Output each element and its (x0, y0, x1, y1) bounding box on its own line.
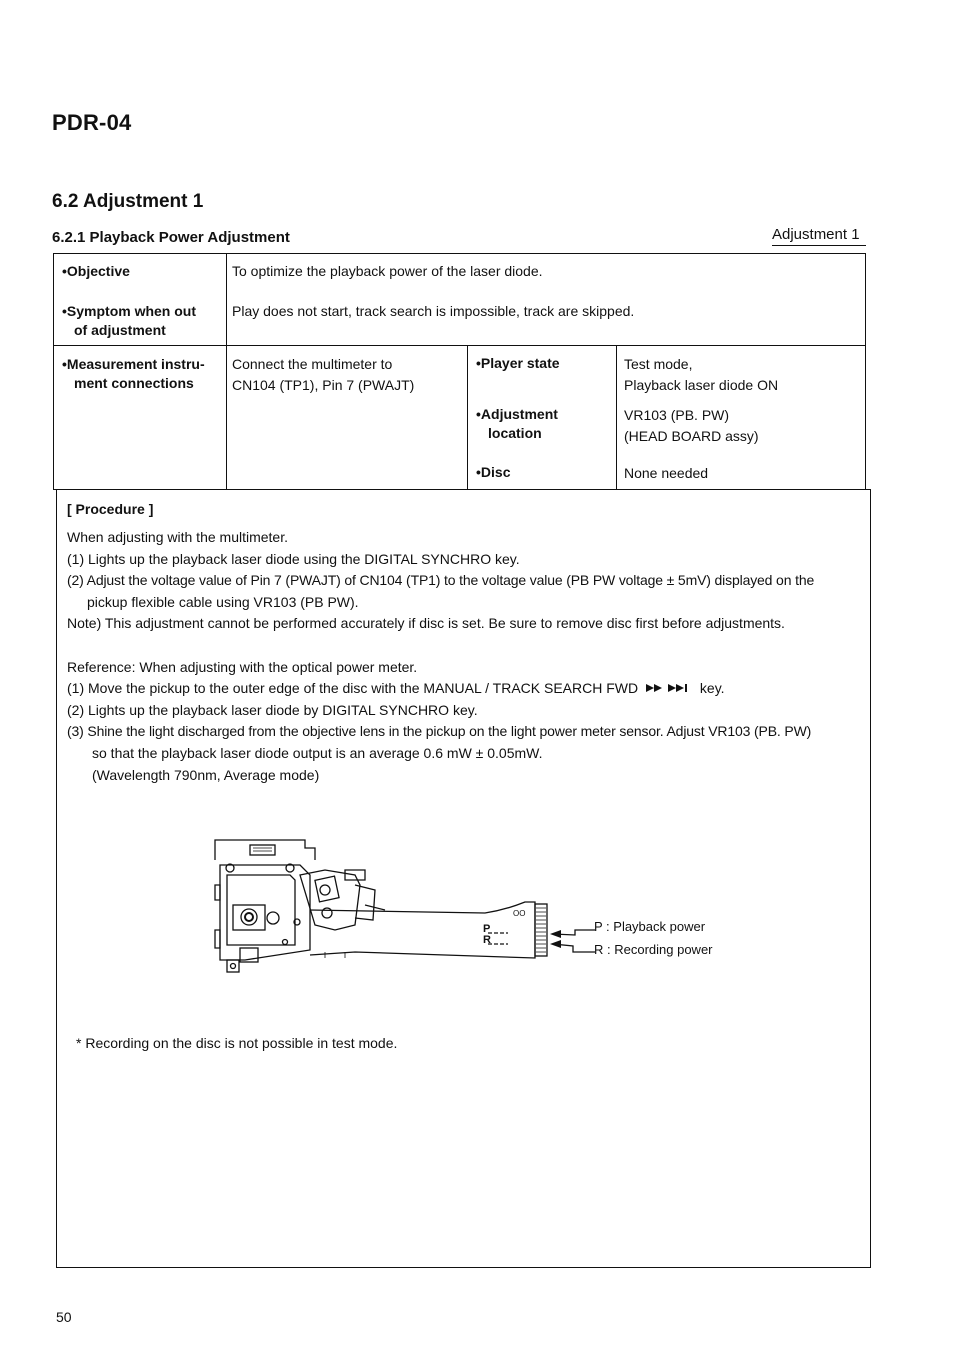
player-state-line2: Playback laser diode ON (624, 377, 779, 393)
adjust-location-label (476, 405, 558, 443)
adjust-location-value1: VR103 (PB. PW) (624, 407, 730, 423)
symptom-label-line2: of adjustment (74, 322, 166, 338)
diagram-p-mark: P (483, 923, 491, 935)
proc-line: Note) This adjustment cannot be performed accurately if disc is set. Be sure to remove disc first before adjustments. (67, 615, 785, 632)
proc-line: (1) Lights up the playback laser diode using the DIGITAL SYNCHRO key. (67, 550, 520, 567)
proc-line: When adjusting with the multimeter. (67, 529, 288, 545)
proc-line-fwd-text: (1) Move the pickup to the outer edge of the disc with the MANUAL / TRACK SEARCH FWD (67, 680, 639, 697)
measure-label-line1: • Measurement instru- (62, 355, 205, 374)
model-title: PDR-04 (52, 110, 132, 135)
adjust-location-value (624, 405, 759, 447)
symptom-label (62, 302, 196, 340)
symptom-text: Play does not start, track search is impossible, track are skipped. (232, 303, 635, 319)
proc-line: (Wavelength 790nm, Average mode) (92, 766, 320, 783)
proc-line: Reference: When adjusting with the optical power meter. (67, 658, 418, 675)
disc-value: None needed (624, 465, 709, 481)
proc-line-fwd-key: key. (699, 680, 725, 697)
procedure-text (67, 527, 814, 786)
proc-line: (3) Shine the light discharged from the objective lens in the pickup on the light power meter sensor. Adjust VR103 (PB. PW) (67, 723, 812, 740)
adjust-location-line2: location (488, 425, 542, 441)
proc-line-fwd (67, 678, 814, 700)
table-divider (53, 345, 866, 346)
measure-text (232, 354, 414, 396)
table-divider (226, 253, 227, 490)
section-title: 6.2 Adjustment 1 (52, 191, 204, 212)
measure-label (62, 355, 205, 393)
footnote: * Recording on the disc is not possible in test mode. (76, 1035, 398, 1051)
proc-line: so that the playback laser diode output is an average 0.6 mW ± 0.05mW. (92, 744, 543, 761)
objective-text: To optimize the playback power of the laser diode. (232, 263, 543, 279)
table-divider (467, 345, 468, 490)
objective-label: • Objective (62, 262, 130, 281)
proc-spacer (67, 635, 814, 657)
legend-recording: R : Recording power (594, 942, 713, 957)
fast-forward-icon (645, 683, 693, 693)
table-divider (616, 345, 617, 490)
proc-line: (2) Adjust the voltage value of Pin 7 (PWAJT) of CN104 (TP1) to the voltage value (PB PW voltage ± 5mV) displayed on the (67, 572, 815, 589)
player-state-line1: Test mode, (624, 356, 693, 372)
measure-text-line1: Connect the multimeter to (232, 356, 393, 372)
measure-label-line2: ment connections (74, 375, 194, 391)
diagram-r-mark: R (483, 934, 491, 946)
proc-line: pickup flexible cable using VR103 (PB PW). (87, 593, 359, 610)
adjust-location-value2: (HEAD BOARD assy) (624, 428, 759, 444)
procedure-title: [ Procedure ] (67, 501, 154, 517)
pickup-diagram (205, 830, 725, 980)
adjustment-label: Adjustment 1 (772, 226, 866, 246)
player-state-label: • Player state (476, 354, 560, 373)
subsection-title: 6.2.1 Playback Power Adjustment (52, 229, 290, 246)
proc-line: (2) Lights up the playback laser diode by DIGITAL SYNCHRO key. (67, 701, 478, 718)
diagram-oo-label: OO (513, 909, 526, 918)
page-number: 50 (56, 1309, 72, 1325)
player-state-value (624, 354, 778, 396)
measure-text-line2: CN104 (TP1), Pin 7 (PWAJT) (232, 377, 415, 393)
disc-label: • Disc (476, 463, 510, 482)
adjust-location-line1: • Adjustment (476, 405, 558, 424)
symptom-label-line1: • Symptom when out (62, 302, 196, 321)
legend-playback: P : Playback power (594, 919, 706, 934)
